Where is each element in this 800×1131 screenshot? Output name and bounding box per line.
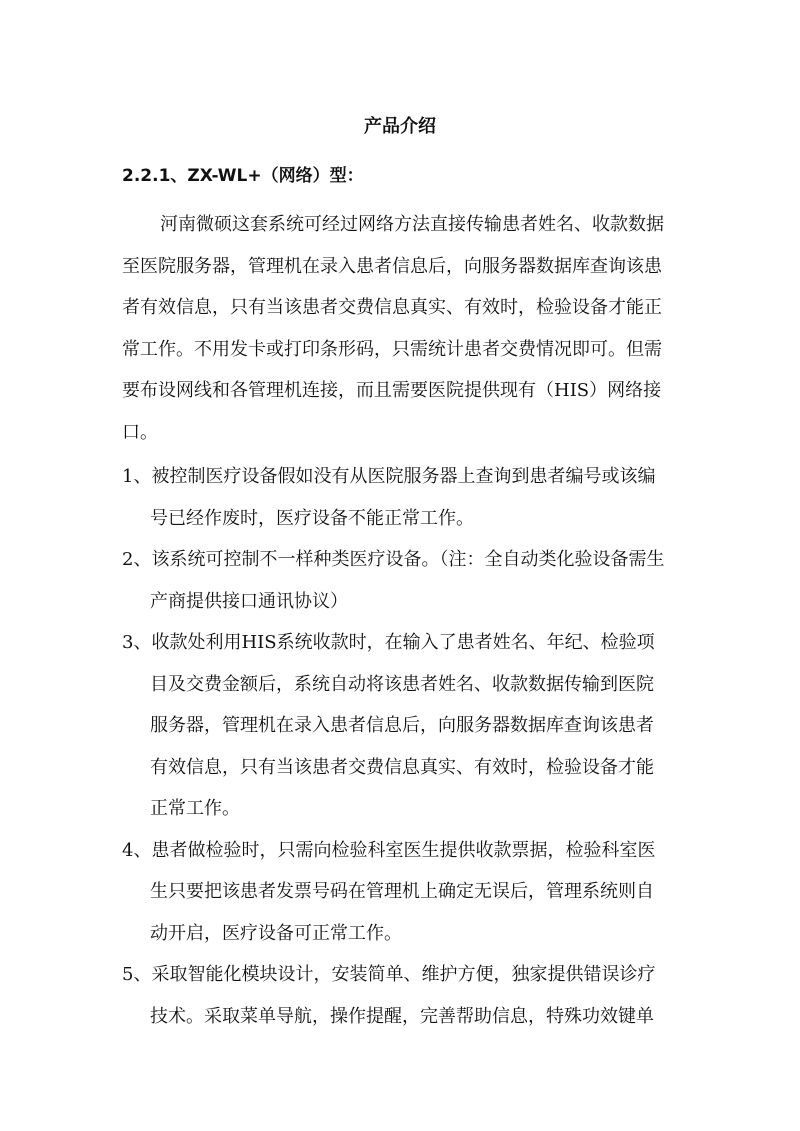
feature-list [122, 456, 688, 1037]
list-item [122, 539, 688, 622]
section-heading: 2.2.1、ZX-WL+（网络）型： [122, 166, 364, 186]
list-line: 技术。采取菜单导航，操作提醒，完善帮助信息，特殊功效键单 [150, 1005, 654, 1027]
intro-line: 要布设网线和各管理机连接，而且需要医院提供现有（HIS）网络接 [122, 380, 662, 401]
intro-line: 口。 [122, 421, 158, 443]
list-line: 2、该系统可控制不一样种类医疗设备。（注：全自动类化验设备需生 [122, 549, 665, 570]
list-item [122, 456, 688, 539]
list-line: 目及交费金额后，系统自动将该患者姓名、收款数据传输到医院 [150, 673, 654, 695]
list-line: 动开启，医疗设备可正常工作。 [150, 922, 402, 944]
intro-line: 至医院服务器，管理机在录入患者信息后，向服务器数据库查询该患 [122, 255, 662, 277]
intro-line: 者有效信息，只有当该患者交费信息真实、有效时，检验设备才能正 [122, 297, 662, 318]
list-line: 5、采取智能化模块设计，安装简单、维护方便，独家提供错误诊疗 [122, 964, 656, 985]
list-line: 产商提供接口通讯协议） [150, 590, 348, 612]
intro-line: 河南微硕这套系统可经过网络方法直接传输患者姓名、收款数据 [160, 214, 664, 235]
list-line: 号已经作废时，医疗设备不能正常工作。 [150, 507, 474, 529]
list-item [122, 954, 688, 1037]
intro-paragraph [122, 204, 688, 453]
page-title: 产品介绍 [364, 116, 436, 137]
list-line: 服务器，管理机在录入患者信息后，向服务器数据库查询该患者 [150, 715, 654, 736]
list-line: 正常工作。 [150, 798, 240, 819]
list-line: 1、被控制医疗设备假如没有从医院服务器上查询到患者编号或该编 [122, 466, 656, 487]
list-line: 3、收款处利用HIS系统收款时，在输入了患者姓名、年纪、检验项 [122, 632, 655, 653]
list-line: 4、患者做检验时，只需向检验科室医生提供收款票据，检验科室医 [122, 839, 656, 861]
list-line: 生只要把该患者发票号码在管理机上确定无误后，管理系统则自 [150, 881, 654, 902]
list-line: 有效信息，只有当该患者交费信息真实、有效时，检验设备才能 [150, 756, 654, 778]
list-item [122, 622, 688, 830]
list-item [122, 830, 688, 955]
intro-line: 常工作。不用发卡或打印条形码，只需统计患者交费情况即可。但需 [122, 338, 662, 360]
